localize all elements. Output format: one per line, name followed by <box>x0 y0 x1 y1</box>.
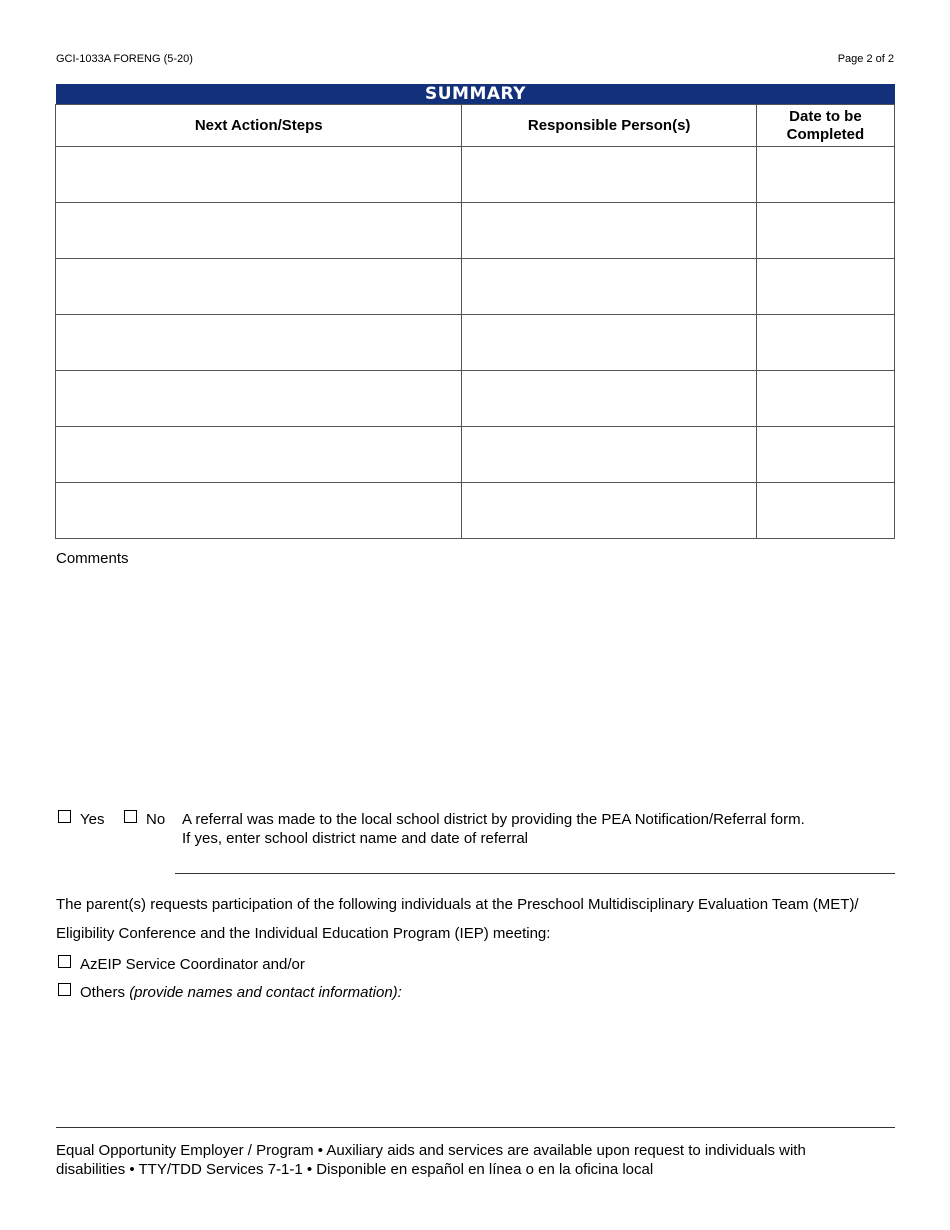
next-action-cell[interactable] <box>56 203 462 259</box>
yes-label: Yes <box>80 811 105 828</box>
date-header-text: Date to be Completed <box>786 107 865 143</box>
azeip-checkbox[interactable] <box>58 955 71 968</box>
next-action-cell[interactable] <box>56 259 462 315</box>
table-row <box>56 259 895 315</box>
form-id: GCI-1033A FORENG (5-20) <box>56 53 193 65</box>
page-number: Page 2 of 2 <box>837 53 894 65</box>
footer-text-line1: Equal Opportunity Employer / Program • Auxiliary aids and services are available upon request to individuals with <box>56 1142 806 1159</box>
school-district-field[interactable] <box>175 873 895 874</box>
table-row <box>56 483 895 539</box>
yes-checkbox[interactable] <box>58 810 71 823</box>
comments-label: Comments <box>56 550 129 567</box>
participation-text-line2: Eligibility Conference and the Individual Education Program (IEP) meeting: <box>56 925 551 942</box>
summary-header-row <box>56 105 895 147</box>
next-action-cell[interactable] <box>56 147 462 203</box>
others-label <box>80 984 402 1001</box>
no-label: No <box>146 811 166 828</box>
others-label-text: Others <box>80 984 126 1001</box>
footer-divider <box>56 1127 895 1128</box>
column-header-responsible-person: Responsible Person(s) <box>462 105 756 147</box>
date-completed-cell[interactable] <box>756 203 894 259</box>
table-row <box>56 371 895 427</box>
table-row <box>56 147 895 203</box>
no-checkbox[interactable] <box>124 810 137 823</box>
column-header-next-action: Next Action/Steps <box>56 105 462 147</box>
next-action-cell[interactable] <box>56 483 462 539</box>
responsible-person-cell[interactable] <box>462 203 756 259</box>
responsible-person-cell[interactable] <box>462 371 756 427</box>
date-completed-cell[interactable] <box>756 427 894 483</box>
next-action-cell[interactable] <box>56 371 462 427</box>
next-action-cell[interactable] <box>56 427 462 483</box>
participation-text-line1: The parent(s) requests participation of the following individuals at the Preschool Multidisciplinary Evaluation Team (MET)/ <box>56 896 859 913</box>
date-completed-cell[interactable] <box>756 483 894 539</box>
responsible-person-cell[interactable] <box>462 483 756 539</box>
date-completed-cell[interactable] <box>756 371 894 427</box>
responsible-person-cell[interactable] <box>462 259 756 315</box>
table-row <box>56 427 895 483</box>
summary-title: SUMMARY <box>56 84 895 104</box>
summary-table <box>55 104 895 539</box>
others-checkbox[interactable] <box>58 983 71 996</box>
table-row <box>56 203 895 259</box>
next-action-cell[interactable] <box>56 315 462 371</box>
responsible-person-cell[interactable] <box>462 315 756 371</box>
responsible-person-cell[interactable] <box>462 147 756 203</box>
responsible-person-cell[interactable] <box>462 427 756 483</box>
date-completed-cell[interactable] <box>756 259 894 315</box>
column-header-date-completed <box>756 105 894 147</box>
referral-statement: A referral was made to the local school district by providing the PEA Notification/Referral form. <box>182 811 805 828</box>
table-row <box>56 315 895 371</box>
others-note: (provide names and contact information): <box>129 984 402 1001</box>
referral-instruction: If yes, enter school district name and date of referral <box>182 830 529 847</box>
date-completed-cell[interactable] <box>756 315 894 371</box>
summary-body <box>56 147 895 539</box>
azeip-label: AzEIP Service Coordinator and/or <box>80 956 305 973</box>
footer-text-line2: disabilities • TTY/TDD Services 7-1-1 • Disponible en español en línea o en la oficina local <box>56 1161 654 1178</box>
date-completed-cell[interactable] <box>756 147 894 203</box>
